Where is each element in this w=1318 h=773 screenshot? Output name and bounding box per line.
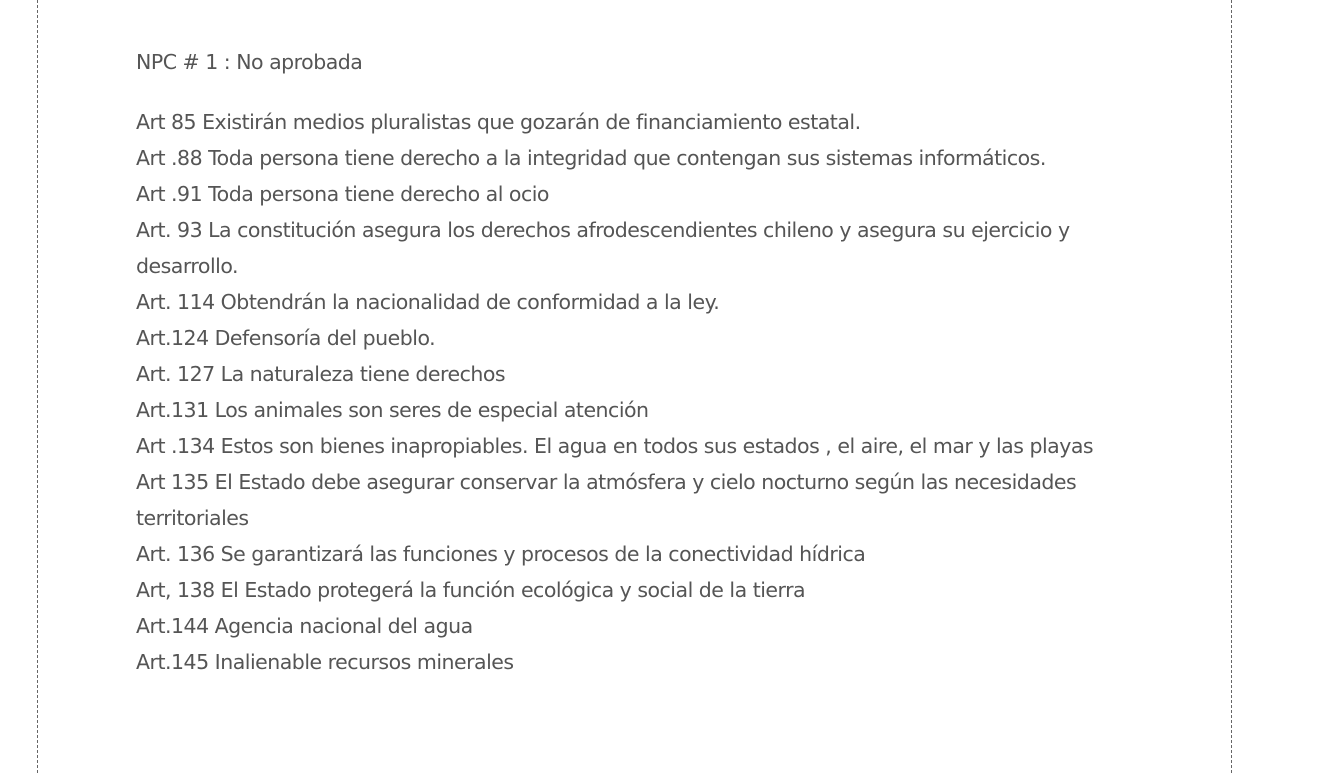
article-93: Art. 93 La constitución asegura los derechos afrodescendientes chileno y asegura su ejercicio y desarrollo. [136, 218, 1070, 278]
article-131: Art.131 Los animales son seres de especial atención [136, 398, 649, 422]
document-body [136, 44, 1136, 680]
article-144: Art.144 Agencia nacional del agua [136, 614, 473, 638]
article-88: Art .88 Toda persona tiene derecho a la integridad que contengan sus sistemas informáticos. [136, 146, 1046, 170]
article-list [136, 104, 1136, 680]
article-138: Art, 138 El Estado protegerá la función ecológica y social de la tierra [136, 578, 806, 602]
article-134: Art .134 Estos son bienes inapropiables. El agua en todos sus estados , el aire, el mar y las playas [136, 434, 1094, 458]
article-124: Art.124 Defensoría del pueblo. [136, 326, 436, 350]
npc-heading: NPC # 1 : No aprobada [136, 50, 363, 74]
article-127: Art. 127 La naturaleza tiene derechos [136, 362, 506, 386]
article-91: Art .91 Toda persona tiene derecho al ocio [136, 182, 549, 206]
article-136: Art. 136 Se garantizará las funciones y procesos de la conectividad hídrica [136, 542, 866, 566]
article-145: Art.145 Inalienable recursos minerales [136, 650, 514, 674]
article-114: Art. 114 Obtendrán la nacionalidad de conformidad a la ley. [136, 290, 720, 314]
article-85: Art 85 Existirán medios pluralistas que gozarán de financiamiento estatal. [136, 110, 861, 134]
article-135: Art 135 El Estado debe asegurar conservar la atmósfera y cielo nocturno según las necesidades territoriales [136, 470, 1077, 530]
